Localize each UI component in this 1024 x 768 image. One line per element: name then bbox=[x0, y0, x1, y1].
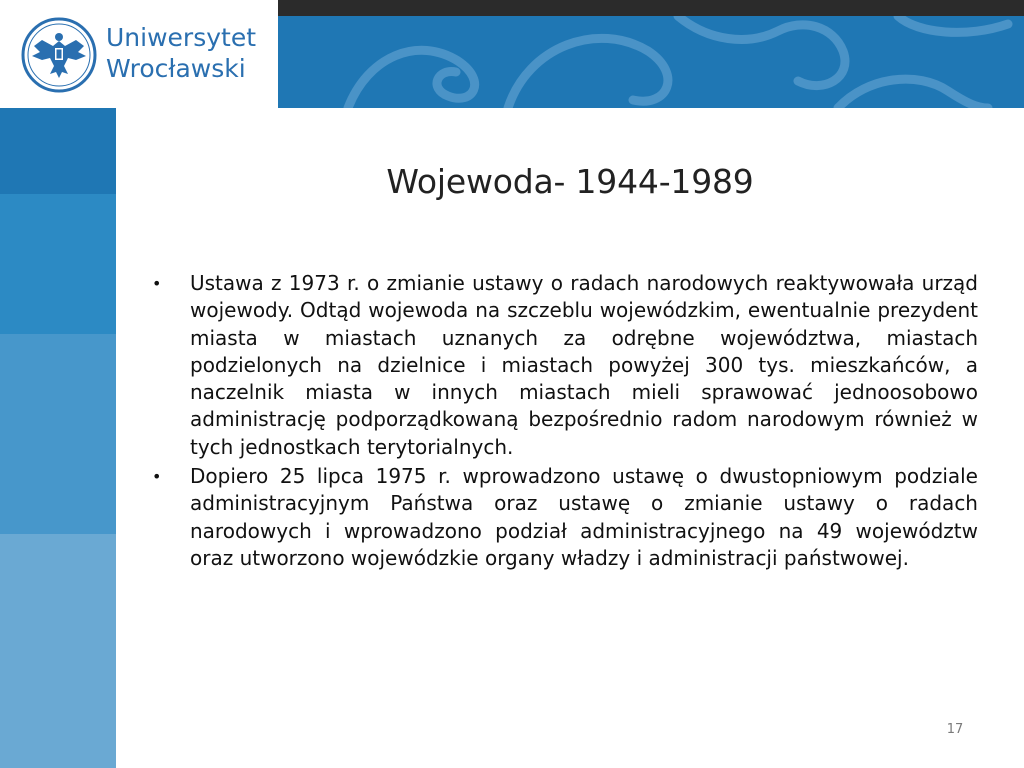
header-dark-strip bbox=[278, 0, 1024, 16]
slide-number: 17 bbox=[946, 722, 964, 737]
logo-wordmark bbox=[106, 22, 256, 84]
bullet-list bbox=[146, 270, 978, 572]
logo-line-1: Uniwersytet bbox=[106, 23, 256, 52]
left-band-segment bbox=[0, 334, 116, 534]
logo-line-2: Wrocławski bbox=[106, 54, 246, 83]
left-band-segment bbox=[0, 194, 116, 334]
slide-title: Wojewoda- 1944-1989 bbox=[386, 162, 754, 201]
bullet-item bbox=[146, 270, 978, 461]
bullet-text: Ustawa z 1973 r. o zmianie ustawy o radach narodowych reaktywowała urząd wojewody. Odtąd wojewoda na szczeblu wojewódzkim, ewentualnie prezydent miasta w miastach uznanych za odrębne województwa, miastach podzielonych na dzielnice i miastach powyżej 300 tys. mieszkańców, a naczelnik miasta w innych miastach mieli sprawować jednoosobowo administrację podporządkowaną bezpośrednio radom narodowym również w tych jednostkach terytorialnych. bbox=[190, 271, 978, 459]
bullet-icon: • bbox=[152, 467, 162, 487]
eagle-emblem-icon bbox=[20, 16, 98, 94]
decorative-swirl bbox=[278, 16, 1024, 108]
bullet-text: Dopiero 25 lipca 1975 r. wprowadzono ustawę o dwustopniowym podziale administracyjnym Państwa oraz ustawę o zmianie ustawy o radach narodowych i wprowadzono podział administracyjnego na 49 województw oraz utworzono wojewódzkie organy władzy i administracji państwowej. bbox=[190, 464, 978, 570]
left-band bbox=[0, 108, 116, 768]
bullet-item bbox=[146, 463, 978, 572]
bullet-icon: • bbox=[152, 274, 162, 293]
left-band-segment bbox=[0, 534, 116, 768]
left-band-segment bbox=[0, 108, 116, 194]
university-logo bbox=[0, 0, 278, 108]
